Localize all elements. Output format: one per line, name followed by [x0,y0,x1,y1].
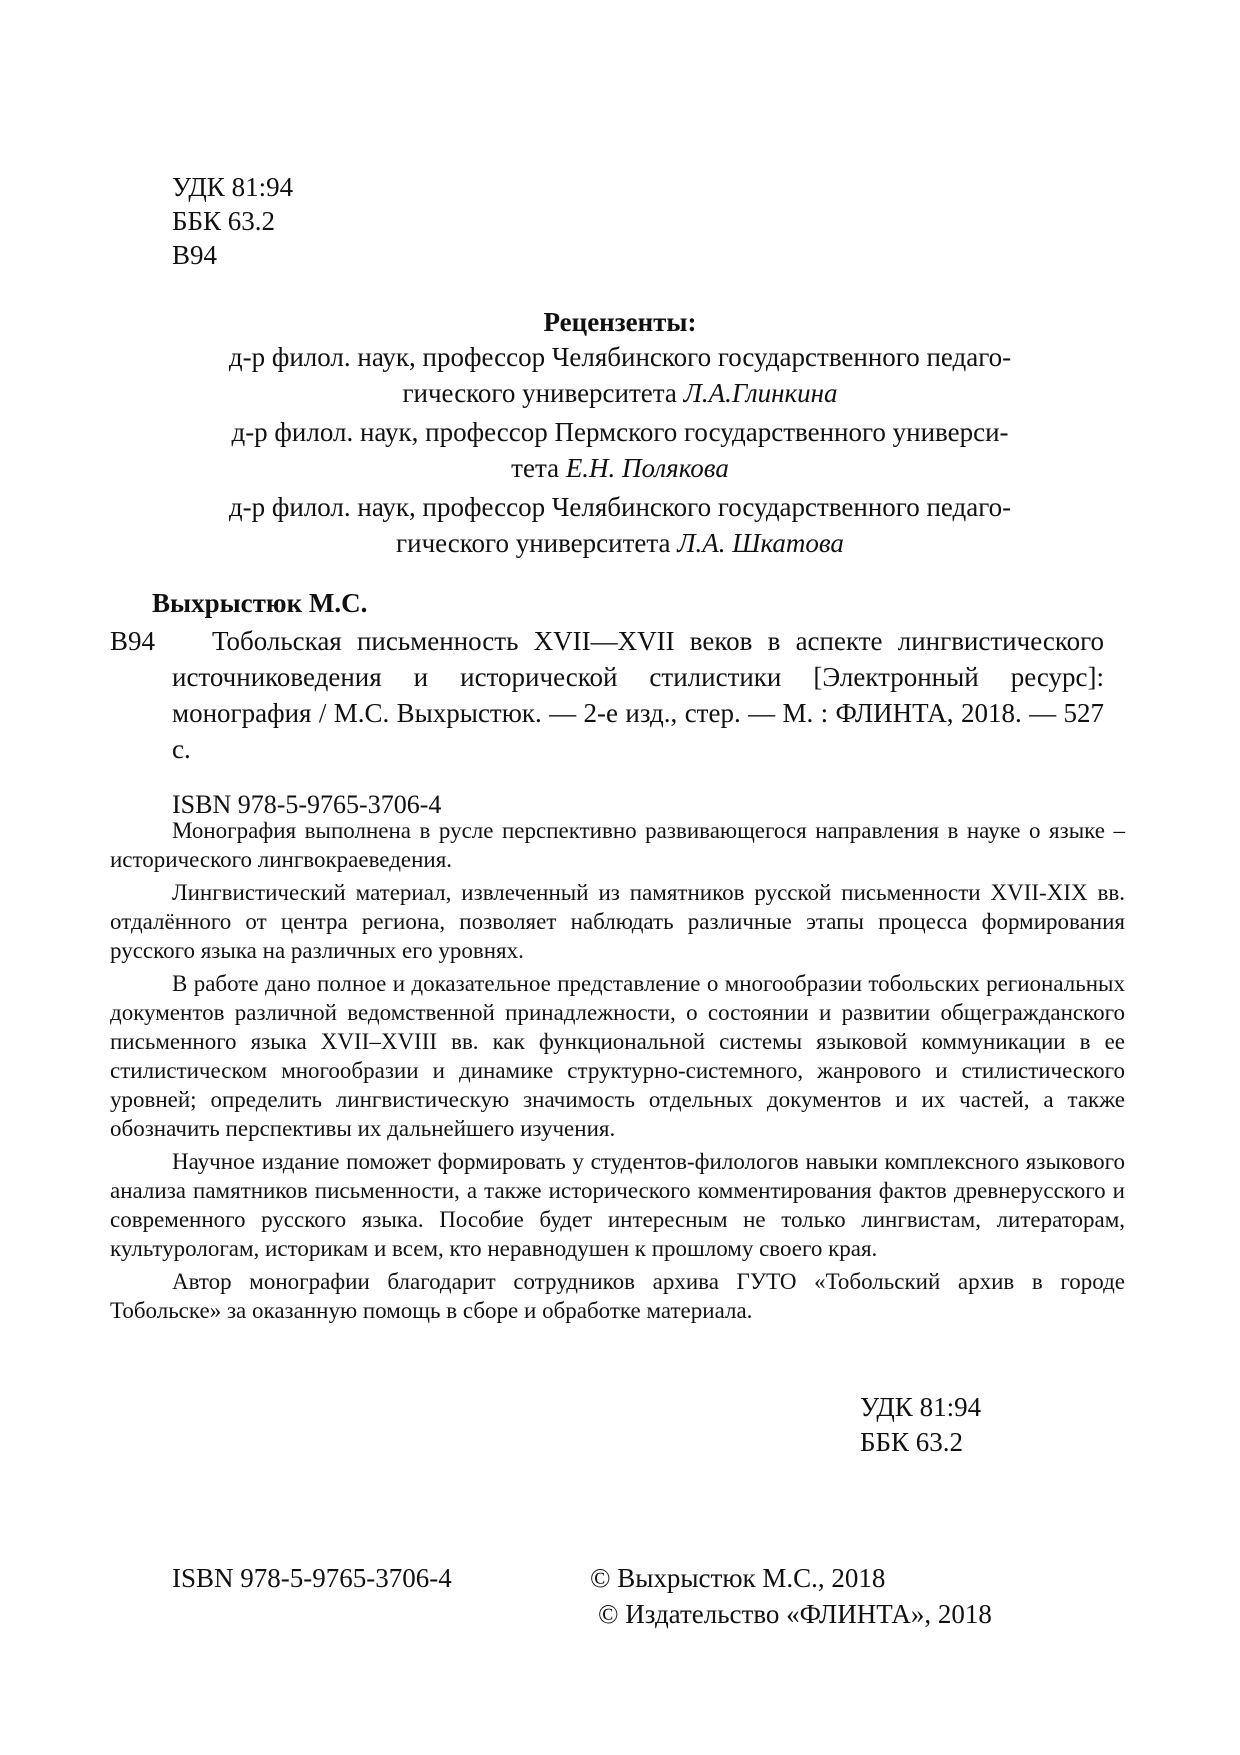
abstract-paragraph: Лингвистический материал, извлеченный из памятников русской письменности XVII-XIX вв. отдалённого от центра региона, позволяет наблюдать различные этапы процесса формирования русского языка на различных его уровнях. [110,880,1125,963]
footer-bbk: ББК 63.2 [860,1427,964,1457]
reviewer-2-name: Е.Н. Полякова [565,453,729,483]
copyright-author: © Выхрыстюк М.С., 2018 [590,1563,886,1593]
isbn-top: ISBN 978-5-9765-3706-4 [172,790,442,819]
reviewer-1-name: Л.А.Глинкина [683,378,838,408]
reviewers-title: Рецензенты: [543,307,697,337]
record-author: Выхрыстюк М.С. [152,588,368,618]
reviewer-2 [180,414,1060,486]
copyright-block [590,1560,992,1632]
reviewer-2-line1: д-р филол. наук, профессор Пермского государственного универси- [231,417,1009,447]
reviewer-3-line2: гического университета Л.А. Шкатова [396,528,844,558]
reviewer-2-line2: тета Е.Н. Полякова [511,453,729,483]
reviewer-3 [180,489,1060,561]
reviewer-3-name: Л.А. Шкатова [677,528,844,558]
abstract-paragraph: Научное издание поможет формировать у студентов-филологов навыки комплексного языкового анализа памятников письменности, а также исторического комментирования фактов древнерусского и современного русского языка. Пособие будет интересным не только лингвистам, литераторам, культурологам, историкам и всем, кто неравнодушен к прошлому своего края. [110,1149,1125,1261]
bibliographic-description: Тобольская письменность XVII—XVII веков в аспекте лингвистического источниковедения и исторической стилистики [Электронный ресурс]: монография / М.С. Выхрыстюк. — 2-е изд., стер. — М. : ФЛИНТА, 2018. — 527 с. [172,626,1104,764]
udk-code: УДК 81:94 [172,172,294,202]
reviewer-3-line1: д-р филол. наук, профессор Челябинского государственного педаго- [228,492,1012,522]
record-code: В94 [110,626,156,656]
classification-block [172,170,293,272]
abstract-paragraph: Автор монографии благодарит сотрудников архива ГУТО «Тобольский архив в городе Тобольске» за оказанную помощь в сборе и обработке материала. [110,1269,1125,1323]
abstract-paragraph: В работе дано полное и доказательное представление о многообразии тобольских региональных документов различной ведомственной принадлежности, о состоянии и развитии общегражданского письменного языка XVII–XVIII вв. как функциональной системы языковой коммуникации в ее стилистическом многообразии и динамике структурно-системного, жанрового и стилистического уровней; определить лингвистическую значимость отдельных документов и их частей, а также обозначить перспективы их дальнейшего изучения. [110,971,1125,1141]
abstract-paragraph: Монография выполнена в русле перспективно развивающегося направления в науке о языке – исторического лингвокраеведения. [110,818,1125,872]
abstract [110,816,1125,1329]
reviewer-1-line2: гического университета Л.А.Глинкина [402,378,838,408]
isbn-bottom: ISBN 978-5-9765-3706-4 [172,1563,452,1593]
copyright-publisher: © Издательство «ФЛИНТА», 2018 [598,1599,992,1629]
reviewer-1-line1: д-р филол. наук, профессор Челябинского государственного педаго- [228,342,1012,372]
bbk-code: ББК 63.2 [172,206,276,236]
reviewer-1 [180,339,1060,411]
author-sign: В94 [172,240,218,270]
footer-udk: УДК 81:94 [860,1392,982,1422]
footer-classification [860,1390,981,1460]
